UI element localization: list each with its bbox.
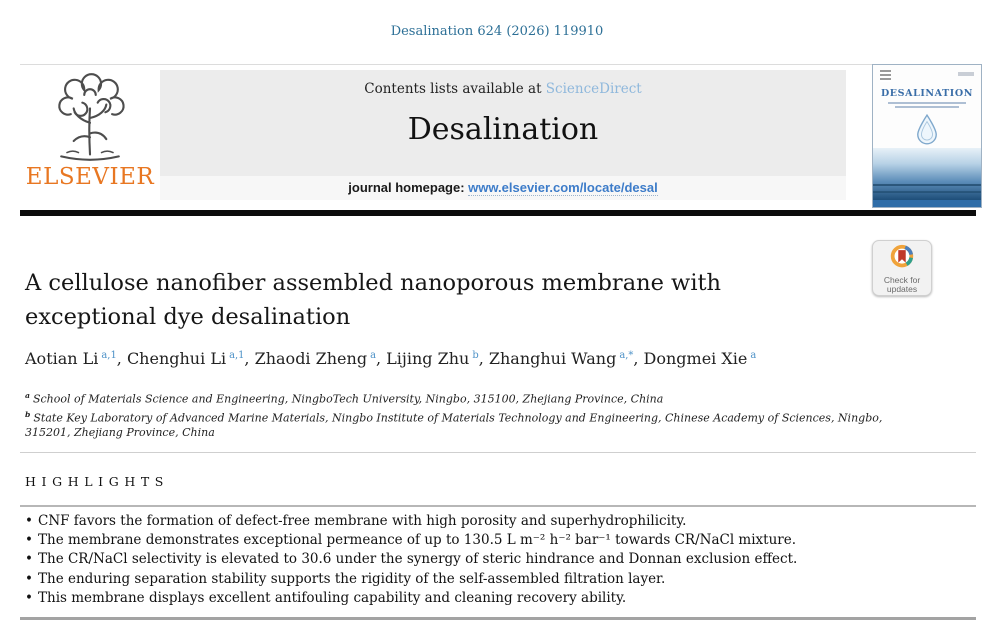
author-superscript: a,1 — [101, 349, 117, 361]
author-separator: , — [116, 349, 127, 368]
affiliation-text: School of Materials Science and Engineering, NingboTech University, Ningbo, 315100, Zhejiang Province, China — [32, 392, 664, 406]
affiliation-superscript: b — [25, 409, 31, 419]
highlight-item: • The CR/NaCl selectivity is elevated to 30.6 under the synergy of steric hindrance and Donnan exclusion effect. — [25, 550, 970, 569]
author-superscript: a,* — [619, 349, 634, 361]
sciencedirect-link[interactable]: ScienceDirect — [545, 81, 642, 97]
journal-citation-link[interactable]: Desalination 624 (2026) 119910 — [390, 24, 604, 39]
author-name: Lijing Zhu — [386, 349, 470, 368]
contents-list-text — [160, 81, 846, 97]
check-for-updates-icon — [888, 244, 916, 272]
author-superscript: b — [472, 349, 479, 361]
cover-issue-info — [958, 72, 974, 76]
author — [489, 349, 644, 368]
author-name: Dongmei Xie — [643, 349, 748, 368]
cover-wave — [873, 191, 981, 193]
author-name: Aotian Li — [25, 349, 99, 368]
homepage-line — [160, 176, 846, 200]
homepage-label: journal homepage: — [348, 180, 469, 195]
cover-title: DESALINATION — [880, 88, 974, 99]
journal-banner — [160, 70, 846, 200]
affiliation-list — [25, 388, 905, 440]
journal-title: Desalination — [407, 112, 599, 147]
cover-sea-image — [873, 148, 981, 200]
highlight-item: • The enduring separation stability supports the rigidity of the self-assembled filtration layer. — [25, 570, 970, 589]
homepage-link[interactable]: www.elsevier.com/locate/desal — [468, 180, 658, 195]
cover-droplet-icon — [915, 113, 939, 145]
journal-cover-thumbnail — [872, 64, 982, 208]
elsevier-logo — [24, 70, 156, 202]
elsevier-wordmark: ELSEVIER — [25, 164, 155, 190]
author-separator: , — [633, 349, 644, 368]
affiliation-superscript: a — [25, 391, 30, 400]
author-name: Zhaodi Zheng — [254, 349, 368, 368]
highlights-heading: HIGHLIGHTS — [25, 474, 170, 489]
author-superscript: a — [750, 349, 757, 361]
author — [386, 349, 489, 368]
article-title: A cellulose nanofiber assembled nanoporous membrane with exceptional dye desalination — [25, 270, 722, 330]
highlights-top-rule — [20, 452, 976, 453]
separator-bar — [20, 210, 976, 216]
author-separator: , — [244, 349, 255, 368]
author — [255, 349, 387, 368]
cover-publisher-mark-icon — [880, 70, 891, 82]
author — [644, 349, 757, 368]
bottom-rule — [20, 617, 976, 620]
author-name: Zhanghui Wang — [488, 349, 617, 368]
elsevier-tree-icon — [42, 70, 138, 166]
author — [25, 349, 127, 368]
highlights-list — [25, 512, 970, 608]
author-list — [25, 349, 756, 368]
author-superscript: a — [370, 349, 376, 361]
author-superscript: a,1 — [229, 349, 245, 361]
affiliation — [25, 388, 905, 407]
cover-subtitle-line — [888, 102, 966, 104]
highlights-heading-rule — [20, 505, 976, 507]
affiliation — [25, 407, 905, 441]
cover-bottom-bar — [873, 200, 981, 207]
affiliation-text: State Key Laboratory of Advanced Marine Materials, Ningbo Institute of Materials Technology and Engineering, Chinese Academy of Sciences, Ningbo, 315201, Zhejiang Province, China — [25, 411, 883, 440]
author — [127, 349, 255, 368]
highlight-item: • CNF favors the formation of defect-free membrane with high porosity and superhydrophilicity. — [25, 512, 970, 531]
cover-wave — [873, 184, 981, 186]
highlight-item: • The membrane demonstrates exceptional permeance of up to 130.5 L m⁻² h⁻² bar⁻¹ towards CR/NaCl mixture. — [25, 531, 970, 550]
contents-prefix: Contents lists available at — [364, 81, 546, 97]
author-separator: , — [375, 349, 387, 368]
author-name: Chenghui Li — [126, 349, 227, 368]
check-for-updates-label: Check for updates — [883, 275, 921, 294]
check-for-updates-badge[interactable] — [872, 240, 932, 296]
highlight-item: • This membrane displays excellent antifouling capability and cleaning recovery ability. — [25, 589, 970, 608]
author-separator: , — [478, 349, 489, 368]
header-top-rule — [20, 64, 976, 65]
cover-subtitle-line — [895, 106, 960, 108]
